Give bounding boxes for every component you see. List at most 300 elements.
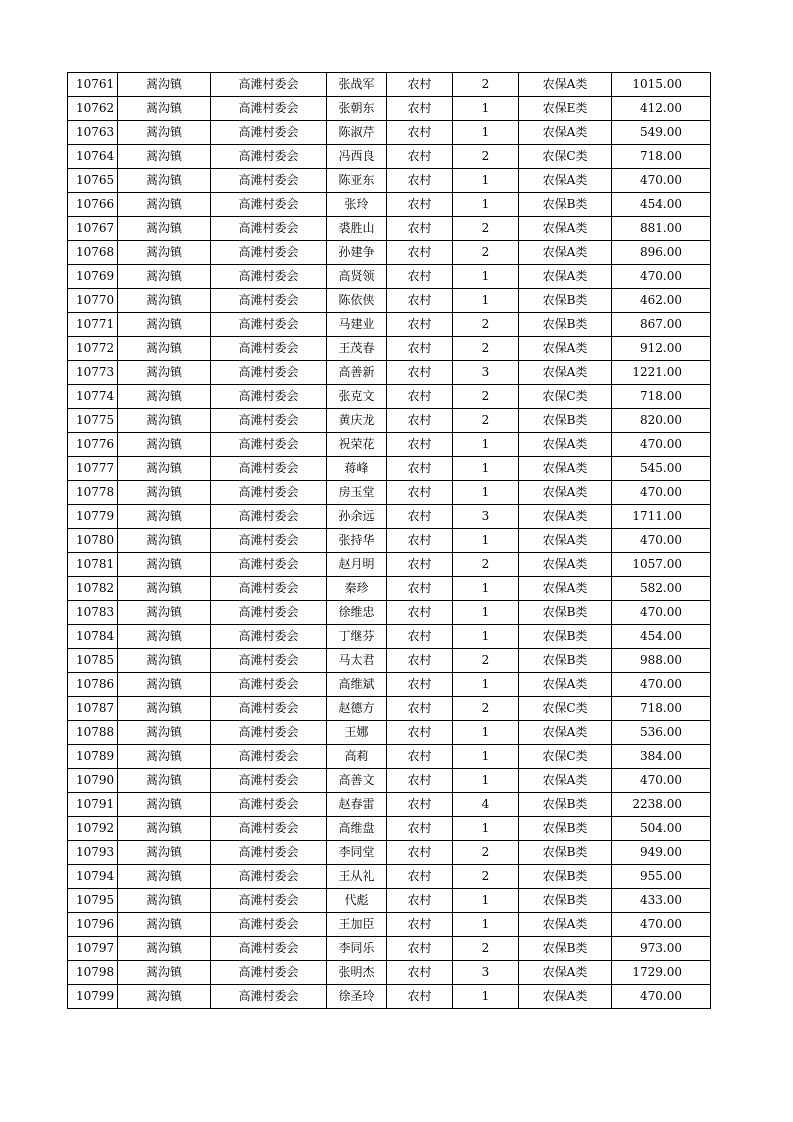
name-cell: 张持华 (327, 529, 387, 553)
amount-cell: 718.00 (612, 385, 711, 409)
town-cell: 蒿沟镇 (118, 409, 211, 433)
table-row (68, 385, 711, 409)
town-cell: 蒿沟镇 (118, 193, 211, 217)
member-count-cell: 1 (453, 769, 519, 793)
committee-cell: 高滩村委会 (211, 385, 327, 409)
amount-cell: 881.00 (612, 217, 711, 241)
member-count-cell: 1 (453, 457, 519, 481)
town-cell: 蒿沟镇 (118, 769, 211, 793)
table-row (68, 721, 711, 745)
member-count-cell: 1 (453, 121, 519, 145)
name-cell: 张战军 (327, 73, 387, 97)
record-id: 10773 (68, 361, 118, 385)
record-id: 10799 (68, 985, 118, 1009)
category-cell: 农保B类 (519, 865, 612, 889)
town-cell: 蒿沟镇 (118, 265, 211, 289)
town-cell: 蒿沟镇 (118, 337, 211, 361)
table-row (68, 241, 711, 265)
amount-cell: 1711.00 (612, 505, 711, 529)
amount-cell: 545.00 (612, 457, 711, 481)
name-cell: 李同乐 (327, 937, 387, 961)
town-cell: 蒿沟镇 (118, 937, 211, 961)
town-cell: 蒿沟镇 (118, 697, 211, 721)
table-row (68, 745, 711, 769)
category-cell: 农保C类 (519, 697, 612, 721)
table-row (68, 913, 711, 937)
record-id: 10766 (68, 193, 118, 217)
amount-cell: 454.00 (612, 193, 711, 217)
committee-cell: 高滩村委会 (211, 481, 327, 505)
town-cell: 蒿沟镇 (118, 481, 211, 505)
household-type-cell: 农村 (387, 865, 453, 889)
name-cell: 李同堂 (327, 841, 387, 865)
committee-cell: 高滩村委会 (211, 649, 327, 673)
member-count-cell: 3 (453, 961, 519, 985)
name-cell: 张明杰 (327, 961, 387, 985)
category-cell: 农保A类 (519, 961, 612, 985)
record-id: 10783 (68, 601, 118, 625)
member-count-cell: 2 (453, 937, 519, 961)
category-cell: 农保A类 (519, 217, 612, 241)
town-cell: 蒿沟镇 (118, 73, 211, 97)
category-cell: 农保B类 (519, 841, 612, 865)
town-cell: 蒿沟镇 (118, 169, 211, 193)
amount-cell: 582.00 (612, 577, 711, 601)
household-type-cell: 农村 (387, 985, 453, 1009)
town-cell: 蒿沟镇 (118, 961, 211, 985)
name-cell: 王加臣 (327, 913, 387, 937)
household-type-cell: 农村 (387, 889, 453, 913)
table-row (68, 889, 711, 913)
name-cell: 马太君 (327, 649, 387, 673)
category-cell: 农保A类 (519, 553, 612, 577)
town-cell: 蒿沟镇 (118, 649, 211, 673)
committee-cell: 高滩村委会 (211, 937, 327, 961)
town-cell: 蒿沟镇 (118, 313, 211, 337)
record-id: 10776 (68, 433, 118, 457)
household-type-cell: 农村 (387, 769, 453, 793)
category-cell: 农保A类 (519, 73, 612, 97)
category-cell: 农保A类 (519, 721, 612, 745)
table-row (68, 865, 711, 889)
name-cell: 马建业 (327, 313, 387, 337)
record-id: 10775 (68, 409, 118, 433)
town-cell: 蒿沟镇 (118, 505, 211, 529)
member-count-cell: 2 (453, 697, 519, 721)
table-row (68, 409, 711, 433)
name-cell: 王从礼 (327, 865, 387, 889)
member-count-cell: 2 (453, 241, 519, 265)
amount-cell: 470.00 (612, 433, 711, 457)
committee-cell: 高滩村委会 (211, 313, 327, 337)
member-count-cell: 1 (453, 169, 519, 193)
table-row (68, 697, 711, 721)
name-cell: 高维斌 (327, 673, 387, 697)
amount-cell: 470.00 (612, 985, 711, 1009)
member-count-cell: 2 (453, 73, 519, 97)
amount-cell: 433.00 (612, 889, 711, 913)
record-id: 10762 (68, 97, 118, 121)
member-count-cell: 1 (453, 97, 519, 121)
household-type-cell: 农村 (387, 529, 453, 553)
category-cell: 农保B类 (519, 625, 612, 649)
member-count-cell: 1 (453, 985, 519, 1009)
record-id: 10787 (68, 697, 118, 721)
name-cell: 陈依侠 (327, 289, 387, 313)
record-id: 10788 (68, 721, 118, 745)
committee-cell: 高滩村委会 (211, 841, 327, 865)
record-id: 10777 (68, 457, 118, 481)
member-count-cell: 2 (453, 841, 519, 865)
category-cell: 农保A类 (519, 169, 612, 193)
record-id: 10763 (68, 121, 118, 145)
category-cell: 农保C类 (519, 385, 612, 409)
record-id: 10764 (68, 145, 118, 169)
member-count-cell: 1 (453, 673, 519, 697)
committee-cell: 高滩村委会 (211, 457, 327, 481)
household-type-cell: 农村 (387, 73, 453, 97)
town-cell: 蒿沟镇 (118, 289, 211, 313)
record-id: 10761 (68, 73, 118, 97)
household-type-cell: 农村 (387, 193, 453, 217)
household-type-cell: 农村 (387, 601, 453, 625)
table-row (68, 937, 711, 961)
category-cell: 农保B类 (519, 649, 612, 673)
table-row (68, 649, 711, 673)
household-type-cell: 农村 (387, 649, 453, 673)
table-row (68, 673, 711, 697)
category-cell: 农保A类 (519, 505, 612, 529)
committee-cell: 高滩村委会 (211, 697, 327, 721)
name-cell: 徐维忠 (327, 601, 387, 625)
household-type-cell: 农村 (387, 913, 453, 937)
record-id: 10797 (68, 937, 118, 961)
record-id: 10793 (68, 841, 118, 865)
committee-cell: 高滩村委会 (211, 985, 327, 1009)
table-row (68, 361, 711, 385)
household-type-cell: 农村 (387, 97, 453, 121)
member-count-cell: 2 (453, 409, 519, 433)
category-cell: 农保B类 (519, 793, 612, 817)
table-row (68, 289, 711, 313)
committee-cell: 高滩村委会 (211, 721, 327, 745)
name-cell: 高善文 (327, 769, 387, 793)
committee-cell: 高滩村委会 (211, 73, 327, 97)
category-cell: 农保A类 (519, 361, 612, 385)
amount-cell: 470.00 (612, 481, 711, 505)
household-type-cell: 农村 (387, 385, 453, 409)
committee-cell: 高滩村委会 (211, 409, 327, 433)
town-cell: 蒿沟镇 (118, 553, 211, 577)
committee-cell: 高滩村委会 (211, 889, 327, 913)
amount-cell: 718.00 (612, 145, 711, 169)
table-row (68, 961, 711, 985)
town-cell: 蒿沟镇 (118, 145, 211, 169)
member-count-cell: 1 (453, 193, 519, 217)
amount-cell: 412.00 (612, 97, 711, 121)
amount-cell: 2238.00 (612, 793, 711, 817)
record-id: 10794 (68, 865, 118, 889)
committee-cell: 高滩村委会 (211, 145, 327, 169)
amount-cell: 470.00 (612, 913, 711, 937)
household-type-cell: 农村 (387, 241, 453, 265)
household-type-cell: 农村 (387, 169, 453, 193)
committee-cell: 高滩村委会 (211, 625, 327, 649)
household-type-cell: 农村 (387, 937, 453, 961)
roster-body (68, 73, 711, 1009)
town-cell: 蒿沟镇 (118, 217, 211, 241)
town-cell: 蒿沟镇 (118, 673, 211, 697)
town-cell: 蒿沟镇 (118, 625, 211, 649)
name-cell: 蒋峰 (327, 457, 387, 481)
committee-cell: 高滩村委会 (211, 193, 327, 217)
category-cell: 农保B类 (519, 601, 612, 625)
town-cell: 蒿沟镇 (118, 721, 211, 745)
category-cell: 农保A类 (519, 673, 612, 697)
category-cell: 农保A类 (519, 241, 612, 265)
committee-cell: 高滩村委会 (211, 289, 327, 313)
town-cell: 蒿沟镇 (118, 913, 211, 937)
member-count-cell: 1 (453, 433, 519, 457)
town-cell: 蒿沟镇 (118, 601, 211, 625)
household-type-cell: 农村 (387, 433, 453, 457)
committee-cell: 高滩村委会 (211, 121, 327, 145)
record-id: 10774 (68, 385, 118, 409)
table-row (68, 193, 711, 217)
member-count-cell: 1 (453, 481, 519, 505)
category-cell: 农保A类 (519, 481, 612, 505)
table-row (68, 337, 711, 361)
member-count-cell: 3 (453, 361, 519, 385)
category-cell: 农保A类 (519, 529, 612, 553)
member-count-cell: 1 (453, 289, 519, 313)
household-type-cell: 农村 (387, 841, 453, 865)
member-count-cell: 2 (453, 649, 519, 673)
table-row (68, 553, 711, 577)
record-id: 10772 (68, 337, 118, 361)
record-id: 10791 (68, 793, 118, 817)
record-id: 10771 (68, 313, 118, 337)
category-cell: 农保B类 (519, 889, 612, 913)
committee-cell: 高滩村委会 (211, 961, 327, 985)
member-count-cell: 1 (453, 625, 519, 649)
name-cell: 冯西良 (327, 145, 387, 169)
record-id: 10796 (68, 913, 118, 937)
member-count-cell: 1 (453, 529, 519, 553)
town-cell: 蒿沟镇 (118, 385, 211, 409)
record-id: 10792 (68, 817, 118, 841)
name-cell: 祝荣花 (327, 433, 387, 457)
record-id: 10770 (68, 289, 118, 313)
table-row (68, 433, 711, 457)
category-cell: 农保B类 (519, 409, 612, 433)
table-row (68, 457, 711, 481)
record-id: 10785 (68, 649, 118, 673)
amount-cell: 896.00 (612, 241, 711, 265)
record-id: 10778 (68, 481, 118, 505)
amount-cell: 384.00 (612, 745, 711, 769)
town-cell: 蒿沟镇 (118, 793, 211, 817)
amount-cell: 536.00 (612, 721, 711, 745)
amount-cell: 1057.00 (612, 553, 711, 577)
member-count-cell: 2 (453, 217, 519, 241)
name-cell: 张玲 (327, 193, 387, 217)
category-cell: 农保C类 (519, 145, 612, 169)
name-cell: 孙建争 (327, 241, 387, 265)
household-type-cell: 农村 (387, 793, 453, 817)
amount-cell: 988.00 (612, 649, 711, 673)
record-id: 10780 (68, 529, 118, 553)
table-row (68, 625, 711, 649)
member-count-cell: 1 (453, 577, 519, 601)
category-cell: 农保A类 (519, 433, 612, 457)
name-cell: 赵月明 (327, 553, 387, 577)
amount-cell: 1015.00 (612, 73, 711, 97)
amount-cell: 973.00 (612, 937, 711, 961)
household-type-cell: 农村 (387, 817, 453, 841)
committee-cell: 高滩村委会 (211, 265, 327, 289)
name-cell: 高维盘 (327, 817, 387, 841)
name-cell: 黄庆龙 (327, 409, 387, 433)
member-count-cell: 1 (453, 721, 519, 745)
name-cell: 陈淑芹 (327, 121, 387, 145)
member-count-cell: 2 (453, 313, 519, 337)
member-count-cell: 1 (453, 745, 519, 769)
town-cell: 蒿沟镇 (118, 745, 211, 769)
amount-cell: 1221.00 (612, 361, 711, 385)
committee-cell: 高滩村委会 (211, 745, 327, 769)
category-cell: 农保B类 (519, 937, 612, 961)
category-cell: 农保A类 (519, 457, 612, 481)
committee-cell: 高滩村委会 (211, 817, 327, 841)
name-cell: 秦珍 (327, 577, 387, 601)
member-count-cell: 2 (453, 337, 519, 361)
household-type-cell: 农村 (387, 289, 453, 313)
household-type-cell: 农村 (387, 145, 453, 169)
member-count-cell: 1 (453, 817, 519, 841)
record-id: 10798 (68, 961, 118, 985)
member-count-cell: 1 (453, 601, 519, 625)
category-cell: 农保A类 (519, 265, 612, 289)
amount-cell: 1729.00 (612, 961, 711, 985)
committee-cell: 高滩村委会 (211, 793, 327, 817)
member-count-cell: 1 (453, 913, 519, 937)
table-row (68, 577, 711, 601)
member-count-cell: 4 (453, 793, 519, 817)
name-cell: 陈亚东 (327, 169, 387, 193)
town-cell: 蒿沟镇 (118, 121, 211, 145)
household-type-cell: 农村 (387, 721, 453, 745)
committee-cell: 高滩村委会 (211, 97, 327, 121)
category-cell: 农保A类 (519, 121, 612, 145)
household-type-cell: 农村 (387, 217, 453, 241)
committee-cell: 高滩村委会 (211, 577, 327, 601)
name-cell: 张朝东 (327, 97, 387, 121)
table-row (68, 73, 711, 97)
household-type-cell: 农村 (387, 361, 453, 385)
household-type-cell: 农村 (387, 961, 453, 985)
category-cell: 农保B类 (519, 817, 612, 841)
committee-cell: 高滩村委会 (211, 361, 327, 385)
committee-cell: 高滩村委会 (211, 601, 327, 625)
category-cell: 农保A类 (519, 577, 612, 601)
town-cell: 蒿沟镇 (118, 577, 211, 601)
committee-cell: 高滩村委会 (211, 217, 327, 241)
name-cell: 赵德方 (327, 697, 387, 721)
name-cell: 王茂春 (327, 337, 387, 361)
member-count-cell: 3 (453, 505, 519, 529)
town-cell: 蒿沟镇 (118, 889, 211, 913)
household-type-cell: 农村 (387, 673, 453, 697)
record-id: 10786 (68, 673, 118, 697)
table-row (68, 121, 711, 145)
town-cell: 蒿沟镇 (118, 433, 211, 457)
name-cell: 赵春雷 (327, 793, 387, 817)
member-count-cell: 1 (453, 889, 519, 913)
name-cell: 孙余远 (327, 505, 387, 529)
household-type-cell: 农村 (387, 457, 453, 481)
amount-cell: 949.00 (612, 841, 711, 865)
table-row (68, 841, 711, 865)
amount-cell: 470.00 (612, 169, 711, 193)
category-cell: 农保A类 (519, 769, 612, 793)
record-id: 10779 (68, 505, 118, 529)
committee-cell: 高滩村委会 (211, 865, 327, 889)
town-cell: 蒿沟镇 (118, 985, 211, 1009)
table-row (68, 217, 711, 241)
record-id: 10769 (68, 265, 118, 289)
name-cell: 王娜 (327, 721, 387, 745)
category-cell: 农保E类 (519, 97, 612, 121)
table-row (68, 97, 711, 121)
household-type-cell: 农村 (387, 625, 453, 649)
category-cell: 农保B类 (519, 289, 612, 313)
roster-table (67, 72, 711, 1009)
table-row (68, 145, 711, 169)
town-cell: 蒿沟镇 (118, 457, 211, 481)
committee-cell: 高滩村委会 (211, 769, 327, 793)
committee-cell: 高滩村委会 (211, 433, 327, 457)
committee-cell: 高滩村委会 (211, 241, 327, 265)
amount-cell: 470.00 (612, 673, 711, 697)
category-cell: 农保A类 (519, 913, 612, 937)
amount-cell: 504.00 (612, 817, 711, 841)
committee-cell: 高滩村委会 (211, 673, 327, 697)
committee-cell: 高滩村委会 (211, 337, 327, 361)
amount-cell: 955.00 (612, 865, 711, 889)
amount-cell: 462.00 (612, 289, 711, 313)
committee-cell: 高滩村委会 (211, 529, 327, 553)
member-count-cell: 2 (453, 865, 519, 889)
name-cell: 丁继芬 (327, 625, 387, 649)
household-type-cell: 农村 (387, 481, 453, 505)
category-cell: 农保B类 (519, 193, 612, 217)
committee-cell: 高滩村委会 (211, 553, 327, 577)
record-id: 10765 (68, 169, 118, 193)
amount-cell: 470.00 (612, 601, 711, 625)
town-cell: 蒿沟镇 (118, 97, 211, 121)
committee-cell: 高滩村委会 (211, 169, 327, 193)
table-row (68, 985, 711, 1009)
town-cell: 蒿沟镇 (118, 529, 211, 553)
category-cell: 农保C类 (519, 745, 612, 769)
record-id: 10795 (68, 889, 118, 913)
table-row (68, 601, 711, 625)
amount-cell: 718.00 (612, 697, 711, 721)
name-cell: 高善新 (327, 361, 387, 385)
member-count-cell: 1 (453, 265, 519, 289)
name-cell: 高莉 (327, 745, 387, 769)
